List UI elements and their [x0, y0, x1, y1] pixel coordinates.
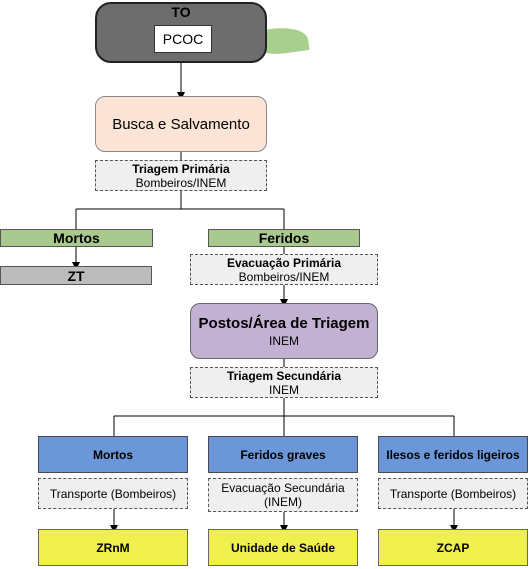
feridos-box: Feridos	[208, 229, 360, 247]
unidade-saude-box: Unidade de Saúde	[208, 529, 358, 566]
triagem-secundaria-sub: INEM	[269, 382, 299, 397]
mortos-box: Mortos	[0, 229, 153, 247]
evacuacao-primaria-title: Evacuação Primária	[226, 255, 342, 270]
transporte-bombeiros-box-1: Transporte (Bombeiros)	[38, 478, 188, 509]
triagem-primaria-title: Triagem Primária	[132, 161, 230, 176]
mortos-secundario-box: Mortos	[38, 436, 188, 473]
postos-triagem-box	[190, 303, 378, 359]
evacuacao-primaria-box	[190, 254, 378, 285]
feridos-graves-box: Feridos graves	[208, 436, 358, 473]
triagem-secundaria-title: Triagem Secundária	[226, 368, 342, 383]
postos-sub: INEM	[269, 333, 299, 348]
transporte-bombeiros-box-2: Transporte (Bombeiros)	[378, 478, 528, 509]
triagem-primaria-sub: Bombeiros/INEM	[135, 175, 227, 190]
pcoc-box: PCOC	[154, 25, 212, 53]
zcap-box: ZCAP	[378, 529, 528, 566]
triagem-primaria-box	[95, 160, 267, 191]
ilesos-box: Ilesos e feridos ligeiros	[378, 436, 528, 473]
to-title: TO	[171, 4, 191, 20]
triagem-secundaria-box	[190, 367, 378, 398]
zrnm-box: ZRnM	[38, 529, 188, 566]
busca-salvamento-box: Busca e Salvamento	[95, 96, 267, 152]
zt-box: ZT	[0, 266, 152, 285]
postos-title: Postos/Área de Triagem	[198, 314, 370, 332]
evacuacao-primaria-sub: Bombeiros/INEM	[238, 269, 330, 284]
evacuacao-secundaria-box: Evacuação Secundária (INEM)	[208, 478, 358, 512]
